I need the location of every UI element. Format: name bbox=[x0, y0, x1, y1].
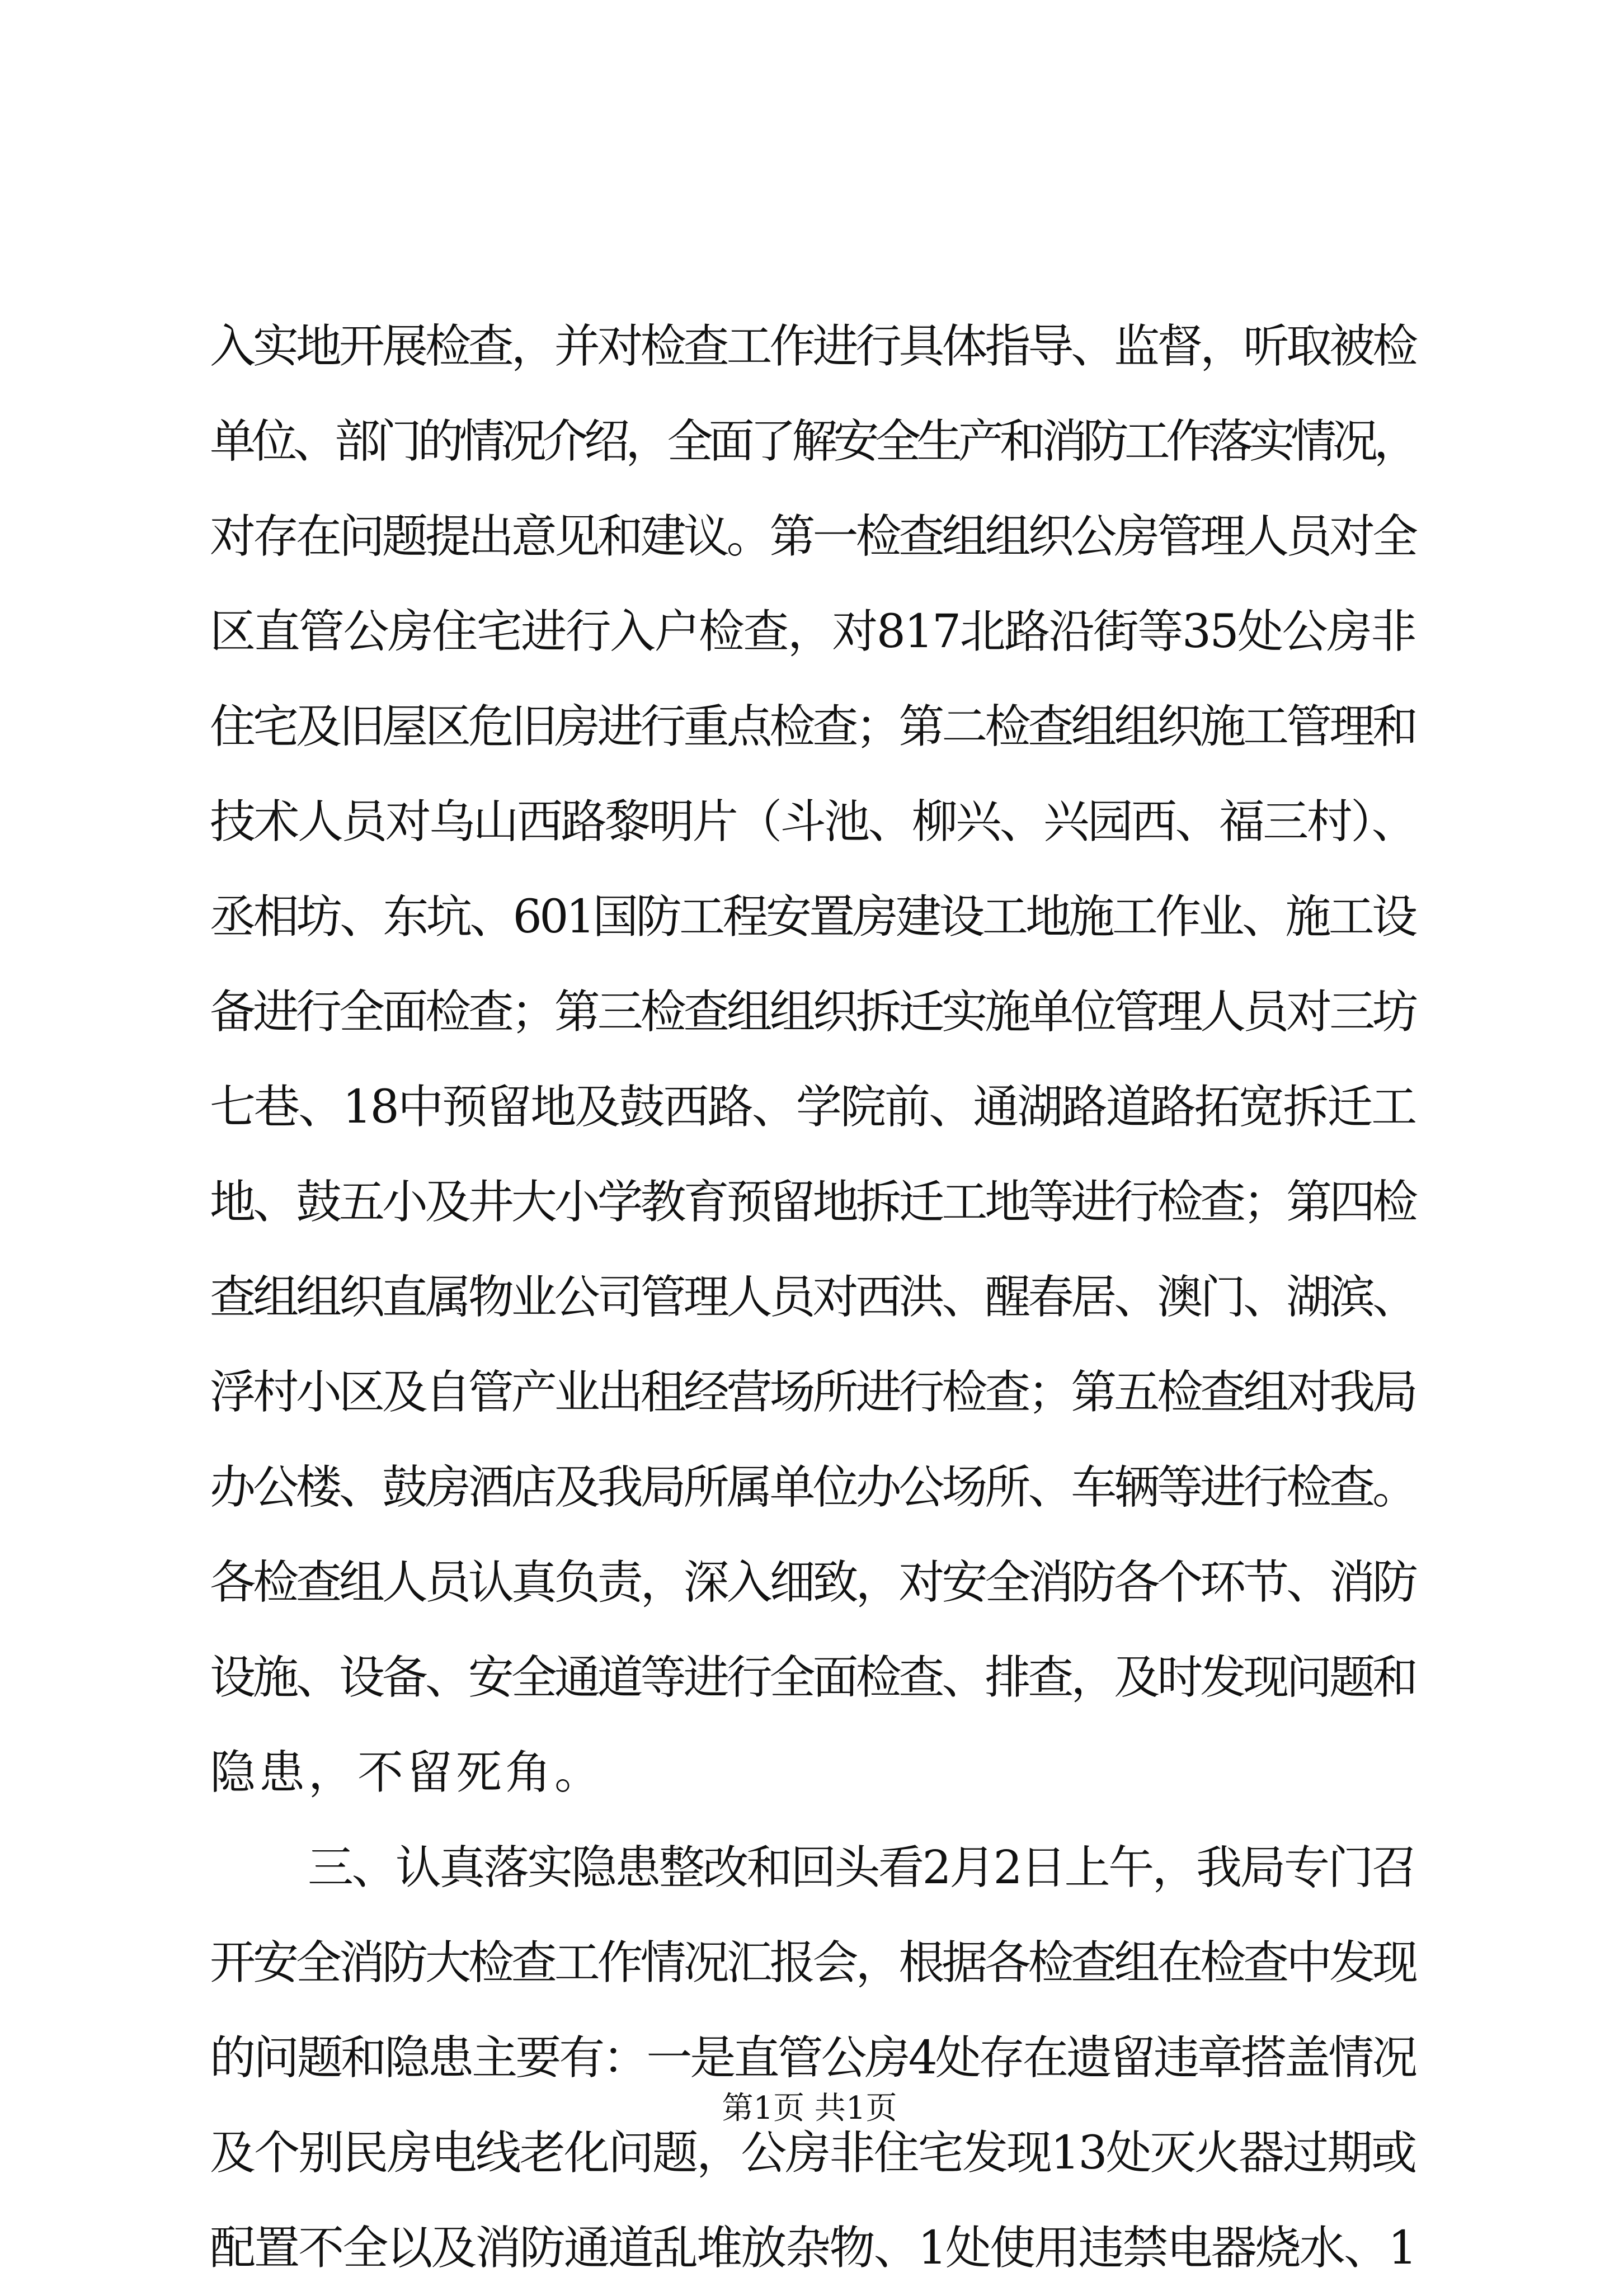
text-line: 设施、设备、安全通道等进行全面检查、排查，及时发现问题和 bbox=[210, 1651, 1416, 1704]
text-line: 地、鼓五小及井大小学教育预留地拆迁工地等进行检查；第四检 bbox=[210, 1176, 1416, 1229]
text-line: 丞相坊、东坑、601国防工程安置房建设工地施工作业、施工设 bbox=[210, 890, 1415, 944]
text-line: 隐患，不留死角。 bbox=[210, 1746, 604, 1799]
text-line: 备进行全面检查；第三检查组组织拆迁实施单位管理人员对三坊 bbox=[210, 986, 1416, 1039]
text-line: 配置不全以及消防通道乱堆放杂物、1处使用违禁电器烧水、1 bbox=[210, 2222, 1416, 2275]
text-line: 入实地开展检查，并对检查工作进行具体指导、监督，听取被检 bbox=[210, 320, 1416, 373]
text-line: 及个别民房电线老化问题，公房非住宅发现13处灭火器过期或 bbox=[210, 2127, 1416, 2180]
text-line: 办公楼、鼓房酒店及我局所属单位办公场所、车辆等进行检查。 bbox=[210, 1461, 1416, 1514]
text-line: 单位、部门的情况介绍，全面了解安全生产和消防工作落实情况， bbox=[210, 415, 1416, 468]
text-line: 浮村小区及自管产业出租经营场所进行检查；第五检查组对我局 bbox=[210, 1366, 1416, 1419]
text-line: 区直管公房住宅进行入户检查，对817北路沿街等35处公房非 bbox=[210, 605, 1415, 658]
text-line: 对存在问题提出意见和建议。第一检查组组织公房管理人员对全 bbox=[210, 510, 1416, 563]
section-heading-line: 三、认真落实隐患整改和回头看2月2日上午，我局专门召 bbox=[308, 1841, 1416, 1894]
text-line: 各检查组人员认真负责，深入细致，对安全消防各个环节、消防 bbox=[210, 1556, 1416, 1609]
text-line: 七巷、18中预留地及鼓西路、学院前、通湖路道路拓宽拆迁工 bbox=[210, 1081, 1416, 1134]
text-line: 技术人员对乌山西路黎明片（斗池、柳兴、兴园西、福三村）、 bbox=[210, 795, 1416, 848]
page-footer: 第1页 共1页 bbox=[722, 2090, 897, 2127]
text-line: 开安全消防大检查工作情况汇报会，根据各检查组在检查中发现 bbox=[210, 1936, 1416, 1989]
text-line: 的问题和隐患主要有：一是直管公房4处存在遗留违章搭盖情况 bbox=[210, 2031, 1416, 2085]
text-line: 查组组织直属物业公司管理人员对西洪、醒春居、澳门、湖滨、 bbox=[210, 1271, 1416, 1324]
text-line: 住宅及旧屋区危旧房进行重点检查；第二检查组组织施工管理和 bbox=[210, 700, 1416, 753]
